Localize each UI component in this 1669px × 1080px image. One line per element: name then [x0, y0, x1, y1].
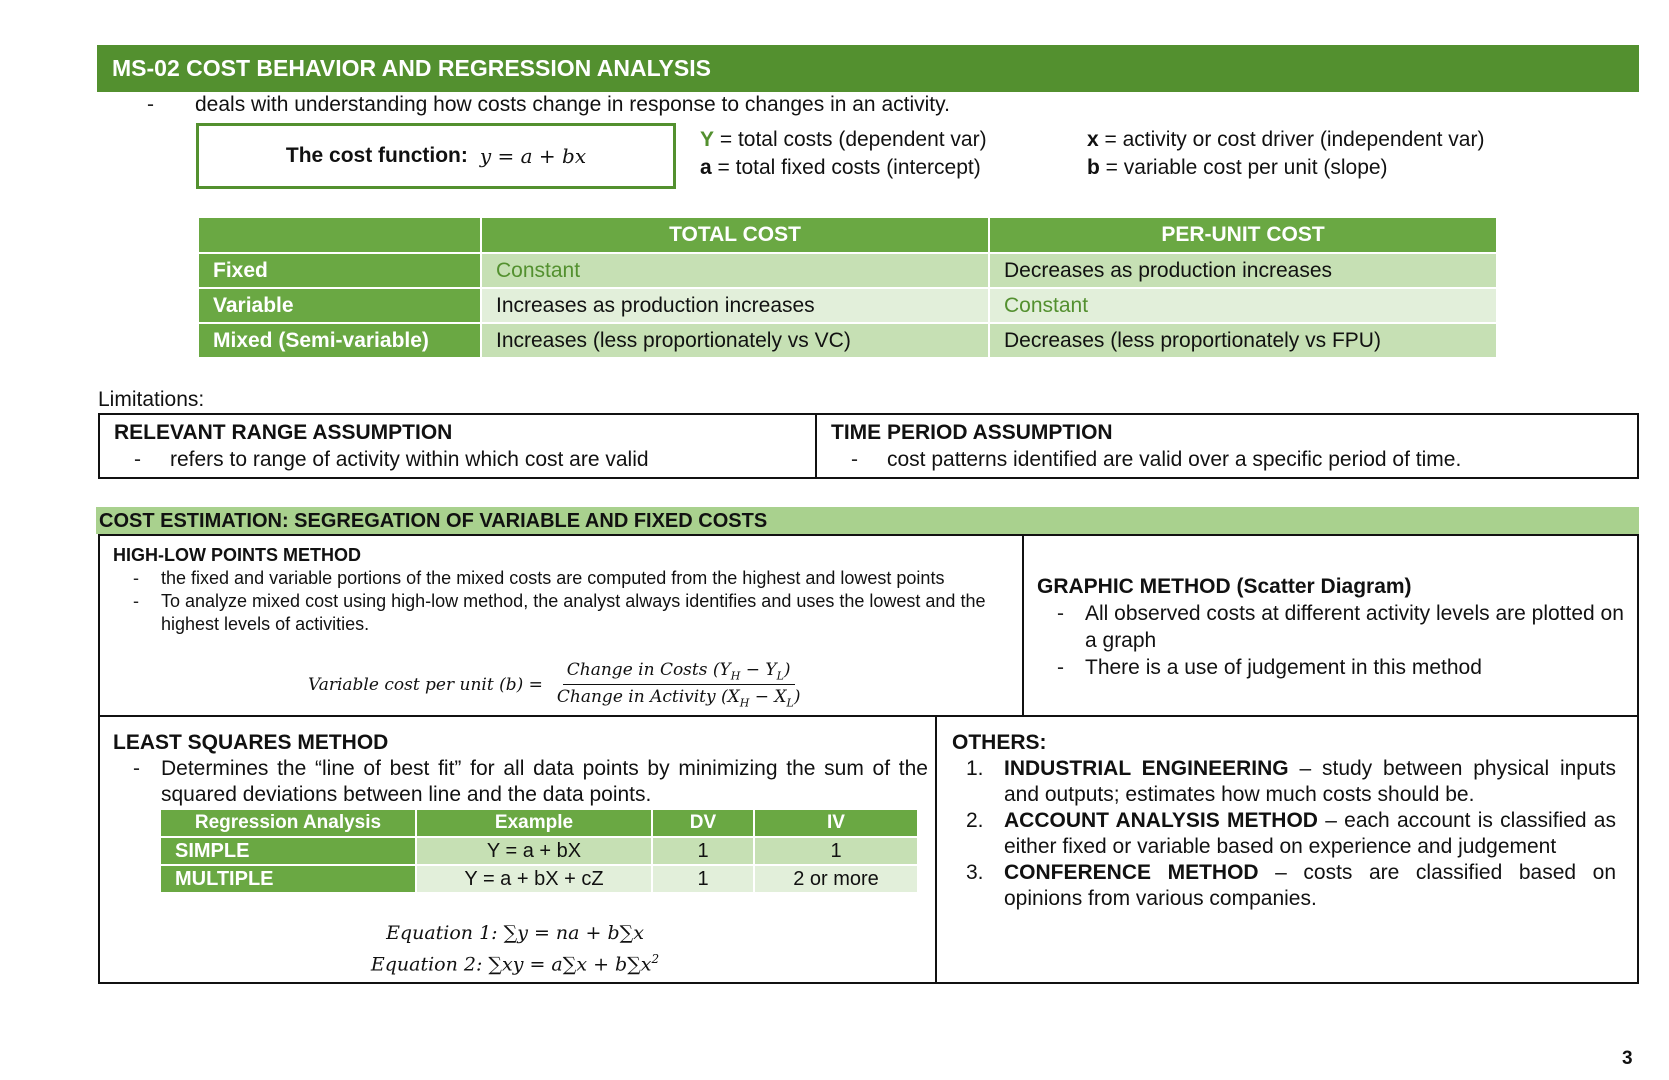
list-item — [1037, 654, 1632, 681]
formula-label: Variable cost per unit (b) = — [308, 674, 543, 695]
table-row — [160, 837, 918, 865]
bullet-dash: - — [133, 757, 140, 780]
legend-y-key: Y — [700, 128, 715, 151]
limitation-heading: TIME PERIOD ASSUMPTION — [831, 421, 1113, 444]
cell-fixed-unit: Decreases as production increases — [989, 253, 1497, 288]
others-list — [952, 756, 1616, 912]
graphic-bullet-1: All observed costs at different activity levels are plotted on a graph — [1085, 602, 1624, 652]
cell-fixed-total: Constant — [481, 253, 989, 288]
legend-left — [700, 126, 987, 182]
reg-cell: Y = a + bX + cZ — [416, 865, 652, 893]
others-heading: OTHERS: — [952, 731, 1047, 754]
formula-fraction — [553, 660, 805, 710]
list-item — [952, 860, 1616, 912]
graphic-bullet-2: There is a use of judgement in this method — [1085, 656, 1482, 679]
least-squares-section — [113, 730, 928, 808]
page-title: MS-02 COST BEHAVIOR AND REGRESSION ANALYSIS — [97, 45, 1639, 92]
reg-row-label: SIMPLE — [160, 837, 416, 865]
intro-text: deals with understanding how costs change in response to changes in an activity. — [195, 93, 950, 116]
table-header-blank — [198, 217, 481, 253]
bullet-dash: - — [1057, 656, 1064, 679]
table-row — [160, 865, 918, 893]
item-text: – study between physical inputs and outputs; estimates how much costs should be. — [1004, 757, 1616, 806]
limitation-text: refers to range of activity within which cost are valid — [170, 448, 649, 471]
high-low-bullet-1: the fixed and variable portions of the mixed costs are computed from the highest and lowest points — [161, 568, 945, 588]
least-squares-equations — [310, 920, 720, 977]
bullet-dash: - — [134, 448, 141, 471]
item-number: 2. — [966, 809, 984, 832]
item-number: 3. — [966, 861, 984, 884]
legend-x-text: = activity or cost driver (independent var) — [1098, 128, 1485, 151]
limitation-text: cost patterns identified are valid over a specific period of time. — [887, 448, 1462, 471]
list-item — [113, 567, 1003, 590]
table-header-total-cost: TOTAL COST — [481, 217, 989, 253]
limitation-relevant-range — [100, 415, 817, 477]
cost-function-label: The cost function: — [285, 144, 468, 167]
cost-function-box — [196, 123, 676, 189]
row-label-variable: Variable — [198, 288, 481, 323]
cell-variable-unit: Constant — [989, 288, 1497, 323]
page-number: 3 — [1622, 1048, 1633, 1069]
divider — [1022, 534, 1024, 717]
equation-2: Equation 2: $\sum xy = a\sum x + b\sum x^2$ — [370, 952, 660, 976]
legend-b-text: = variable cost per unit (slope) — [1099, 156, 1388, 179]
equation-1 — [310, 920, 720, 946]
cost-estimation-title: COST ESTIMATION: SEGREGATION OF VARIABLE AND FIXED COSTS — [96, 507, 1639, 534]
limitation-heading: RELEVANT RANGE ASSUMPTION — [114, 421, 453, 444]
formula-numerator-text: Change in Costs (Y — [566, 660, 731, 680]
table-row — [198, 288, 1497, 323]
reg-cell: 1 — [754, 837, 918, 865]
high-low-bullet-2: To analyze mixed cost using high-low method, the analyst always identifies and uses the lowest and the highest levels of activities. — [161, 591, 986, 634]
cell-variable-total: Increases as production increases — [481, 288, 989, 323]
formula-denominator-text: Change in Activity (X — [556, 687, 740, 708]
graphic-method-section — [1037, 573, 1632, 681]
legend-x-key: x — [1087, 128, 1099, 151]
limitations-title: Limitations: — [98, 388, 205, 411]
bullet-dash: - — [133, 568, 139, 588]
formula-denominator: Change in Activity $(X_H - X_L)$ — [556, 687, 801, 710]
divider — [98, 715, 1639, 717]
row-label-fixed: Fixed — [198, 253, 481, 288]
list-item — [952, 808, 1616, 860]
table-row — [198, 323, 1497, 358]
item-text: – each account is classified as either fixed or variable based on experience and judgement — [1004, 809, 1616, 858]
formula-numerator: Change in Costs $(Y_H - Y_L)$ — [563, 660, 795, 685]
cell-mixed-unit: Decreases (less proportionately vs FPU) — [989, 323, 1497, 358]
reg-row-label: MULTIPLE — [160, 865, 416, 893]
graphic-method-heading: GRAPHIC METHOD (Scatter Diagram) — [1037, 575, 1412, 598]
reg-header: Regression Analysis — [160, 809, 416, 837]
list-item — [113, 590, 1003, 636]
intro-line — [147, 93, 950, 117]
equation-2-text: ∑xy = a∑x + b∑x — [488, 953, 652, 976]
cell-mixed-total: Increases (less proportionately vs VC) — [481, 323, 989, 358]
equation-2-label: Equation 2: — [370, 953, 483, 976]
legend-b-key: b — [1087, 156, 1100, 179]
high-low-heading: HIGH-LOW POINTS METHOD — [113, 545, 361, 565]
legend-a-key: a — [700, 156, 712, 179]
regression-table — [159, 808, 919, 894]
item-title: CONFERENCE METHOD — [1004, 861, 1259, 884]
bullet-dash: - — [1057, 602, 1064, 625]
limitations-box — [98, 413, 1639, 479]
reg-cell: Y = a + bX — [416, 837, 652, 865]
row-label-mixed: Mixed (Semi-variable) — [198, 323, 481, 358]
reg-cell: 2 or more — [754, 865, 918, 893]
item-number: 1. — [966, 757, 984, 780]
reg-header: DV — [652, 809, 754, 837]
item-title: ACCOUNT ANALYSIS METHOD — [1004, 809, 1318, 832]
table-header-per-unit-cost: PER-UNIT COST — [989, 217, 1497, 253]
list-item — [1037, 600, 1632, 654]
list-item — [952, 756, 1616, 808]
table-row — [198, 253, 1497, 288]
bullet-dash: - — [851, 448, 858, 471]
others-section — [952, 730, 1616, 912]
cost-function-equation: y = a + bx — [479, 144, 587, 168]
equation-1-label: Equation 1: — [386, 922, 498, 944]
reg-header: IV — [754, 809, 918, 837]
item-title: INDUSTRIAL ENGINEERING — [1004, 757, 1289, 780]
bullet-dash: - — [147, 93, 154, 116]
least-squares-heading: LEAST SQUARES METHOD — [113, 731, 389, 754]
high-low-formula — [308, 660, 804, 710]
limitation-time-period — [817, 415, 1637, 477]
equation-1-text: ∑y = na + b∑x — [503, 922, 644, 944]
high-low-section — [113, 544, 1003, 636]
reg-cell: 1 — [652, 865, 754, 893]
bullet-dash: - — [133, 591, 139, 611]
list-item — [113, 756, 928, 808]
reg-cell: 1 — [652, 837, 754, 865]
legend-right — [1087, 126, 1484, 182]
least-squares-bullet-1: Determines the “line of best fit” for all data points by minimizing the sum of the squared deviations between line and the data points. — [161, 757, 928, 806]
divider — [935, 716, 937, 984]
legend-a-text: = total fixed costs (intercept) — [711, 156, 981, 179]
cost-behavior-table — [197, 216, 1498, 359]
item-text: – costs are classified based on opinions from various companies. — [1004, 861, 1616, 910]
legend-y-text: = total costs (dependent var) — [714, 128, 987, 151]
reg-header: Example — [416, 809, 652, 837]
